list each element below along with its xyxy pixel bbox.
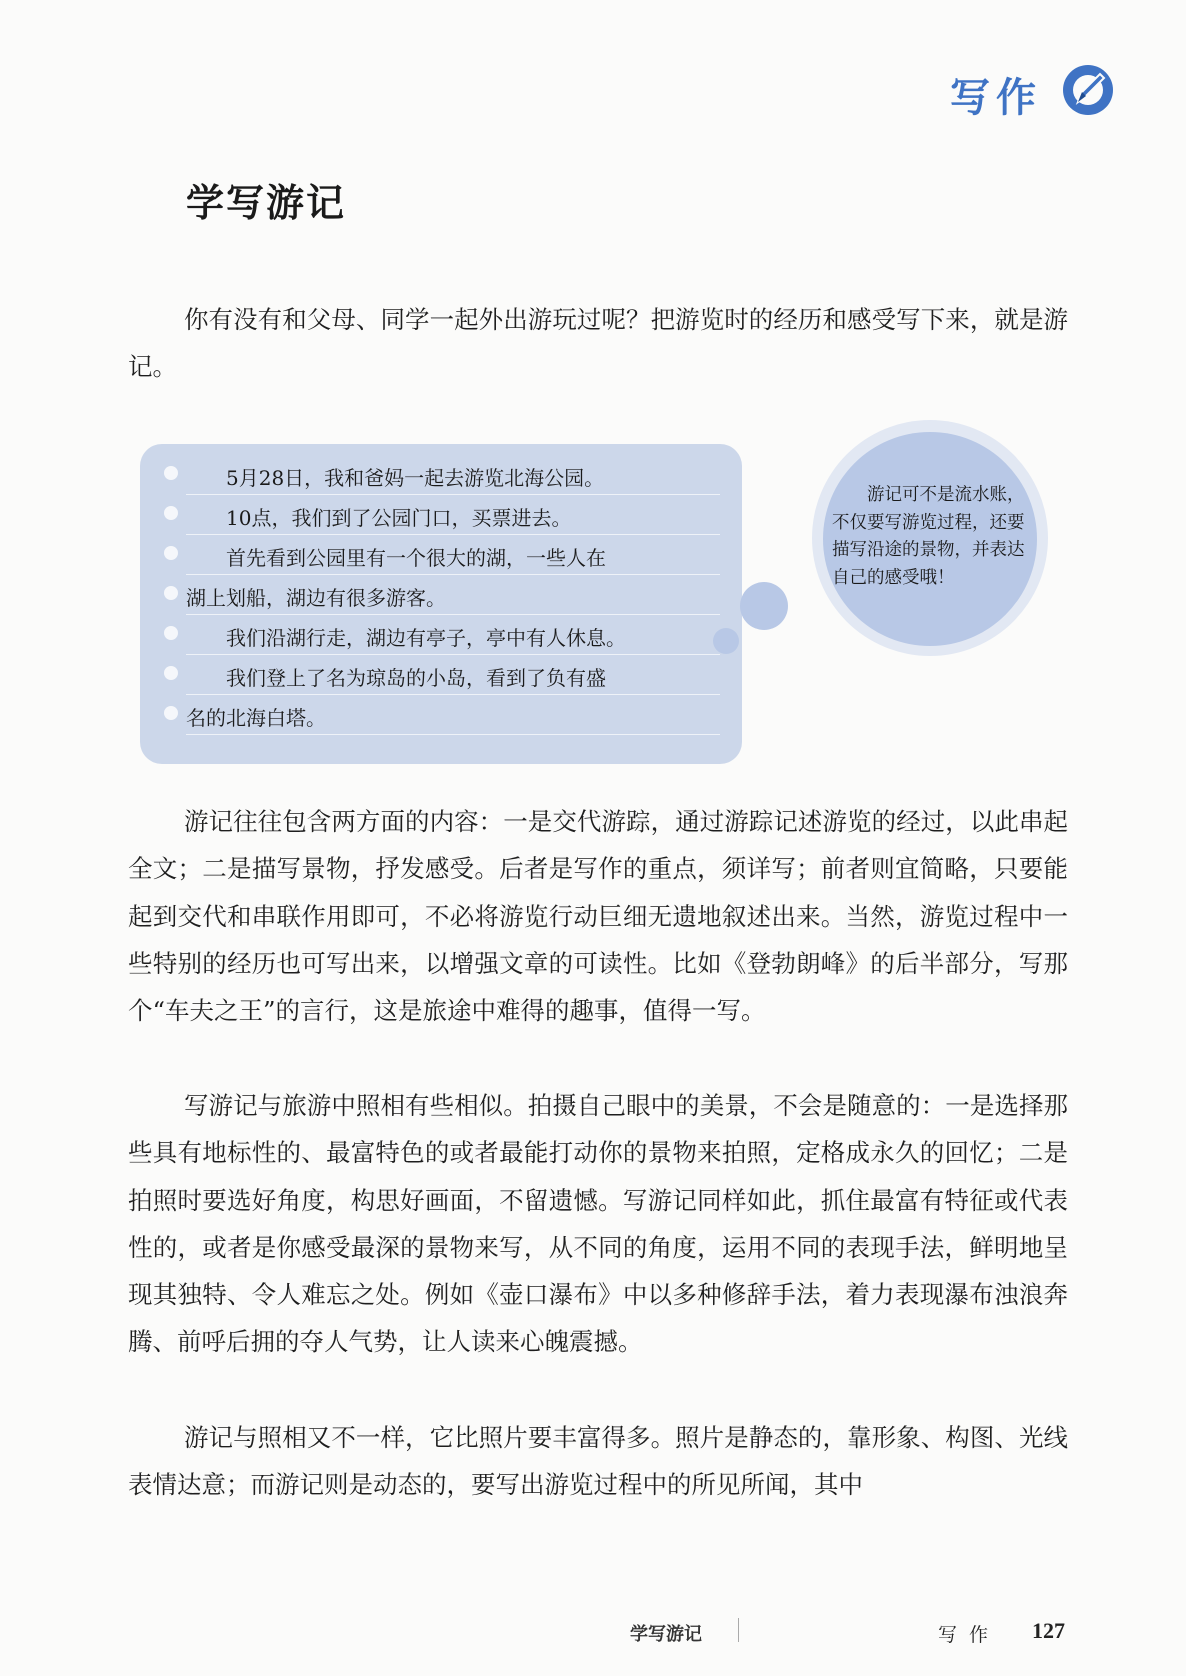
footer-divider xyxy=(738,1618,739,1642)
note-line: 5月28日，我和爸妈一起去游览北海公园。 xyxy=(186,466,605,490)
page-number: 127 xyxy=(1032,1618,1065,1643)
binder-hole xyxy=(164,666,178,680)
chapter-corner-label: 写作 xyxy=(950,75,1042,121)
notebook-rule xyxy=(186,734,720,735)
notebook-rule xyxy=(186,494,720,495)
binder-hole xyxy=(164,546,178,560)
note-line: 我们登上了名为琼岛的小岛，看到了负有盛 xyxy=(186,666,606,690)
binder-hole xyxy=(164,466,178,480)
notebook-rule xyxy=(186,694,720,695)
note-line: 名的北海白塔。 xyxy=(186,706,326,730)
diary-note-card xyxy=(140,444,742,764)
thought-bubble-medium xyxy=(740,582,788,630)
body-paragraph-2: 写游记与旅游中照相有些相似。拍摄自己眼中的美景，不会是随意的：一是选择那些具有地标性的、最富特色的或者最能打动你的景物来拍照，定格成永久的回忆；二是拍照时要选好角度，构思好画面，不留遗憾。写游记同样如此，抓住最富有特征或代表性的，或者是你感受最深的景物来写，从不同的角度，运用不同的表现手法，鲜明地呈现其独特、令人难忘之处。例如《壶口瀑布》中以多种修辞手法，着力表现瀑布浊浪奔腾、前呼后拥的夺人气势，让人读来心魄震撼。 xyxy=(128,1091,1068,1357)
notebook-rule xyxy=(186,614,720,615)
note-line: 10点，我们到了公园门口，买票进去。 xyxy=(186,506,572,530)
note-line: 湖上划船，湖边有很多游客。 xyxy=(186,586,446,610)
note-line: 首先看到公园里有一个很大的湖，一些人在 xyxy=(186,546,606,570)
footer-chapter: 写作 xyxy=(938,1624,1001,1646)
notebook-rule xyxy=(186,654,720,655)
binder-hole xyxy=(164,626,178,640)
notebook-rule xyxy=(186,534,720,535)
pen-on-blue-circle-icon xyxy=(1060,62,1116,118)
intro-paragraph: 你有没有和父母、同学一起外出游玩过呢？把游览时的经历和感受写下来，就是游记。 xyxy=(128,305,1068,382)
footer-section-title: 学写游记 xyxy=(630,1624,702,1645)
binder-hole xyxy=(164,506,178,520)
page-title: 学写游记 xyxy=(186,181,347,225)
thought-bubble-text: 游记可不是流水账，不仅要写游览过程，还要描写沿途的景物，并表达自己的感受哦！ xyxy=(832,485,1025,588)
body-paragraph-3: 游记与照相又不一样，它比照片要丰富得多。照片是静态的，靠形象、构图、光线表情达意；而游记则是动态的，要写出游览过程中的所见所闻，其中 xyxy=(128,1423,1068,1500)
body-paragraph-1: 游记往往包含两方面的内容：一是交代游踪，通过游踪记述游览的经过，以此串起全文；二是描写景物，抒发感受。后者是写作的重点，须详写；前者则宜简略，只要能起到交代和串联作用即可，不必将游览行动巨细无遗地叙述出来。当然，游览过程中一些特别的经历也可写出来，以增强文章的可读性。比如《登勃朗峰》的后半部分，写那个“车夫之王”的言行，这是旅途中难得的趣事，值得一写。 xyxy=(128,807,1068,1026)
binder-hole xyxy=(164,706,178,720)
binder-hole xyxy=(164,586,178,600)
note-line: 我们沿湖行走，湖边有亭子，亭中有人休息。 xyxy=(186,626,626,650)
notebook-rule xyxy=(186,574,720,575)
thought-bubble-small xyxy=(713,628,739,654)
